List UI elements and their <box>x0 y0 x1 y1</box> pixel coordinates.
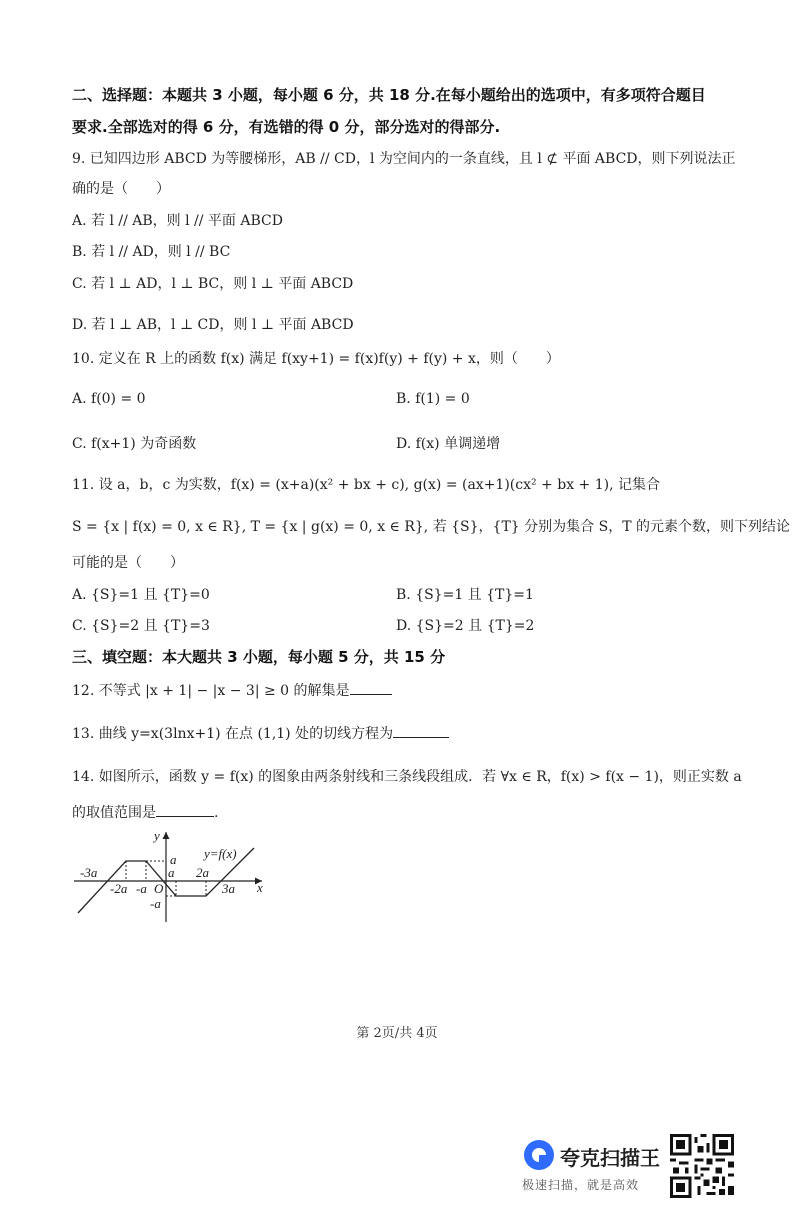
label-2a: 2a <box>196 865 209 880</box>
q13 <box>72 723 449 743</box>
q9-option-b: B. 若 l // AD，则 l // BC <box>72 244 231 260</box>
x-axis-label: x <box>257 880 263 895</box>
q14-blank[interactable] <box>156 802 214 817</box>
q11-stem-end: 可能的是（ ） <box>72 555 184 571</box>
q14-text: 的取值范围是 <box>72 805 156 821</box>
label-origin: O <box>154 881 164 896</box>
y-axis-label: y <box>154 828 160 843</box>
q14-function-graph <box>70 826 270 926</box>
q11-stem: 11. 设 a，b，c 为实数，f(x) = (x+a)(x² + bx + c), g(x) = (ax+1)(cx² + bx + 1), 记集合 <box>72 477 660 493</box>
qr-code-icon <box>670 1134 734 1198</box>
q9-option-a: A. 若 l // AB，则 l // 平面 ABCD <box>72 213 283 229</box>
section-3-title: 三、填空题：本大题共 3 小题，每小题 5 分，共 15 分 <box>72 648 446 666</box>
q9-stem: 9. 已知四边形 ABCD 为等腰梯形，AB // CD，l 为空间内的一条直线，且 l ⊄ 平面 ABCD，则下列说法正 <box>72 151 736 167</box>
label-neg3a: -3a <box>80 865 98 880</box>
q9-option-d: D. 若 l ⊥ AB，l ⊥ CD，则 l ⊥ 平面 ABCD <box>72 317 354 333</box>
label-nega: -a <box>136 881 147 896</box>
label-nega-y: -a <box>150 896 161 911</box>
scanner-watermark <box>520 1136 670 1196</box>
q12-text: 12. 不等式 |x + 1| − |x − 3| ≥ 0 的解集是 <box>72 683 350 699</box>
section-2-title-cont: 要求.全部选对的得 6 分，有选错的得 0 分，部分选对的得部分. <box>72 118 501 136</box>
q14-period: . <box>214 805 219 821</box>
label-neg2a: -2a <box>110 881 128 896</box>
page-footer: 第 2页/共 4页 <box>356 1026 438 1041</box>
q11-option-d: D. {S}=2 且 {T}=2 <box>396 618 535 634</box>
function-label: y=f(x) <box>204 846 237 861</box>
q10-option-d: D. f(x) 单调递增 <box>396 436 501 452</box>
q10-option-a: A. f(0) = 0 <box>72 391 146 407</box>
q13-blank[interactable] <box>393 723 449 738</box>
q12 <box>72 680 392 700</box>
label-a-x: a <box>168 865 175 880</box>
q14-stem-cont <box>72 802 218 822</box>
q9-stem-cont: 确的是（ ） <box>72 181 170 197</box>
q10-option-c: C. f(x+1) 为奇函数 <box>72 436 197 452</box>
q11-option-b: B. {S}=1 且 {T}=1 <box>396 587 534 603</box>
q11-stem-cont: S = {x | f(x) = 0, x ∈ R}, T = {x | g(x) = 0, x ∈ R}, 若 {S}，{T} 分别为集合 S，T 的元素个数，则下列结论 <box>72 519 790 535</box>
q11-option-c: C. {S}=2 且 {T}=3 <box>72 618 210 634</box>
label-a-y: a <box>170 852 177 867</box>
q12-blank[interactable] <box>350 680 392 695</box>
section-2-title: 二、选择题：本题共 3 小题，每小题 6 分，共 18 分.在每小题给出的选项中，有多项符合题目 <box>72 86 706 104</box>
q9-option-c: C. 若 l ⊥ AD，l ⊥ BC，则 l ⊥ 平面 ABCD <box>72 276 354 292</box>
q11-option-a: A. {S}=1 且 {T}=0 <box>72 587 210 603</box>
q10-stem: 10. 定义在 R 上的函数 f(x) 满足 f(xy+1) = f(x)f(y) + f(y) + x，则（ ） <box>72 351 560 367</box>
q13-text: 13. 曲线 y=x(3lnx+1) 在点 (1,1) 处的切线方程为 <box>72 726 394 742</box>
q14-stem: 14. 如图所示，函数 y = f(x) 的图象由两条射线和三条线段组成．若 ∀x ∈ R，f(x) > f(x − 1)，则正实数 a <box>72 769 742 785</box>
label-3a: 3a <box>222 881 235 896</box>
q10-option-b: B. f(1) = 0 <box>396 391 470 407</box>
scanner-brand: 夸克扫描王 <box>560 1146 660 1170</box>
scanner-slogan: 极速扫描，就是高效 <box>522 1178 640 1192</box>
scanner-logo-icon <box>522 1138 556 1172</box>
